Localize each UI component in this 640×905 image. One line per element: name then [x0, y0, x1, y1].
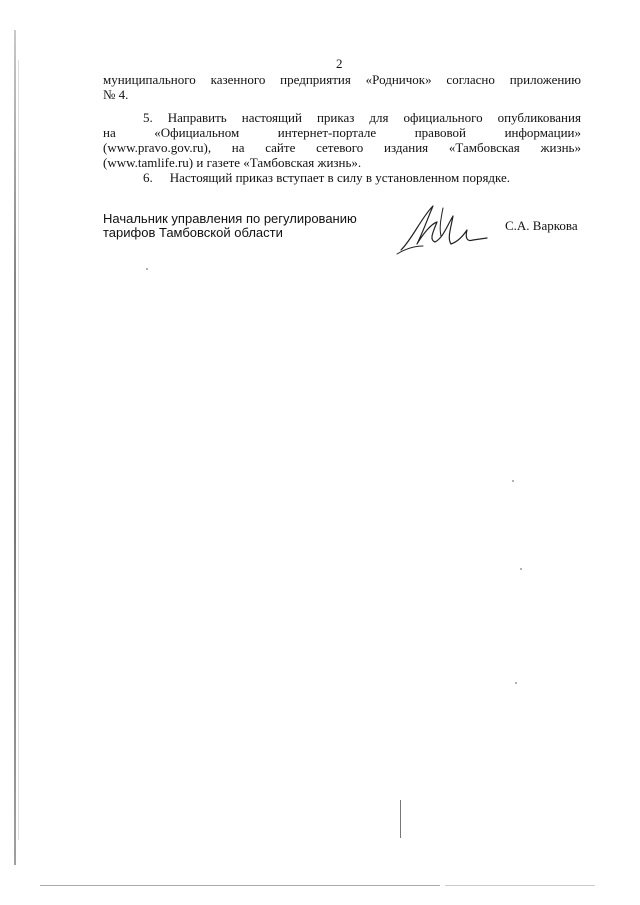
position-line: Начальник управления по регулированию [103, 211, 357, 226]
word: «Родничок» [365, 72, 432, 87]
scan-edge-artifact [14, 30, 16, 865]
word: приказ [316, 110, 355, 125]
paragraph-number: 6. [143, 170, 153, 185]
scan-mark [400, 800, 401, 838]
scan-speck [146, 268, 148, 270]
scan-bottom-edge [40, 885, 440, 886]
word: опубликования [497, 110, 581, 125]
signatory-position [103, 212, 357, 240]
word: муниципального [103, 72, 196, 87]
text-fragment: Настоящий приказ вступает в силу в установленном порядке. [169, 170, 511, 185]
text-line [103, 110, 581, 125]
word: сайте [265, 140, 296, 155]
word: интернет-портале [277, 125, 377, 140]
scan-edge-artifact-secondary [18, 60, 19, 840]
text-line [103, 140, 581, 155]
word: Направить [167, 110, 227, 125]
word: издания [384, 140, 429, 155]
word: настоящий [241, 110, 302, 125]
word: на [231, 140, 245, 155]
paragraph-6 [103, 170, 581, 185]
scan-speck [515, 682, 517, 684]
word: для [369, 110, 389, 125]
word: согласно [446, 72, 495, 87]
signatory-name: С.А. Варкова [505, 218, 578, 233]
handwritten-signature [393, 198, 493, 258]
word: предприятия [280, 72, 351, 87]
text-line [103, 125, 581, 140]
paragraph-number: 5. [143, 110, 153, 125]
scan-speck [520, 568, 522, 570]
word: сетевого [316, 140, 364, 155]
text-line [103, 72, 581, 87]
word: приложению [509, 72, 581, 87]
position-line: тарифов Тамбовской области [103, 225, 283, 240]
word: казенного [210, 72, 266, 87]
paragraph-5 [103, 110, 581, 170]
text-line [103, 155, 581, 170]
word: «Тамбовская [448, 140, 520, 155]
page-number: 2 [336, 56, 343, 71]
word: информации» [504, 125, 581, 140]
word: на [103, 125, 116, 140]
text-fragment: (www.tamlife.ru) и газете «Тамбовская жизнь». [103, 155, 362, 170]
word: «Официальном [154, 125, 240, 140]
word: правовой [414, 125, 467, 140]
scan-speck [512, 480, 514, 482]
word: жизнь» [540, 140, 581, 155]
text-line [103, 87, 581, 102]
appendix-ref: № 4. [103, 87, 129, 102]
text-line [103, 170, 581, 185]
paragraph-continuation [103, 72, 581, 102]
scan-bottom-edge [445, 885, 595, 886]
word: официального [403, 110, 483, 125]
word: (www.pravo.gov.ru), [103, 140, 212, 155]
